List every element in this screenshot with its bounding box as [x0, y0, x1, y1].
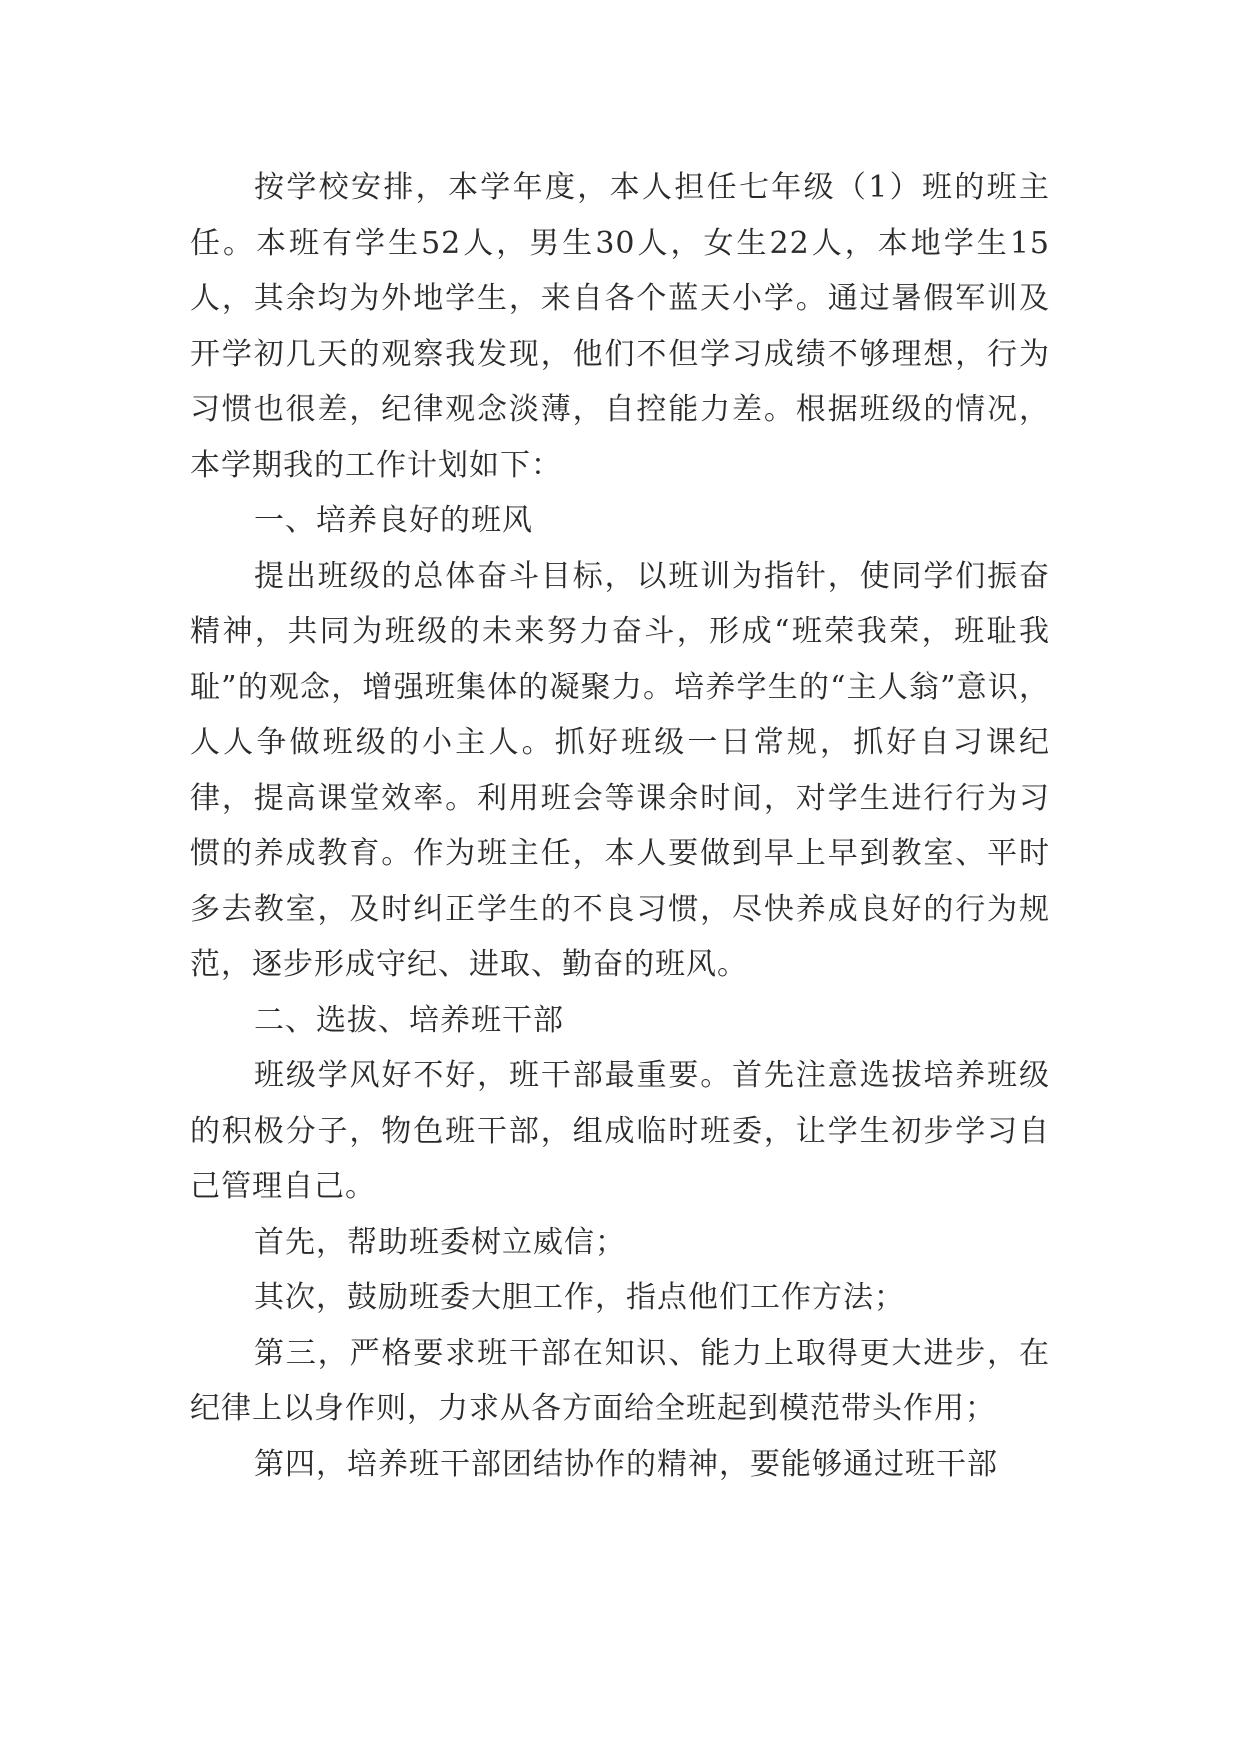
list-item-second: 其次，鼓励班委大胆工作，指点他们工作方法； — [254, 1280, 905, 1315]
paragraph-class-cadres: 班级学风好不好，班干部最重要。首先注意选拔培养班级的积极分子，物色班干部，组成临时班委，让学生初步学习自己管理自己。 — [190, 1058, 1050, 1204]
section-heading-2: 二、选拔、培养班干部 — [254, 1002, 564, 1038]
list-item-third: 第三，严格要求班干部在知识、能力上取得更大进步，在纪律上以身作则，力求从各方面给全班起到模范带头作用； — [190, 1335, 1050, 1426]
paragraph-intro: 按学校安排，本学年度，本人担任七年级（1）班的班主任。本班有学生52人，男生30人，女生22人，本地学生15人，其余均为外地学生，来自各个蓝天小学。通过暑假军训及开学初几天的观察我发现，他们不但学习成绩不够理想，行为习惯也很差，纪律观念淡薄，自控能力差。根据班级的情况，本学期我的工作计划如下： — [190, 170, 1050, 483]
document-body — [190, 160, 1050, 1492]
list-item-first: 首先，帮助班委树立威信； — [254, 1224, 626, 1260]
section-heading-1: 一、培养良好的班风 — [254, 503, 533, 538]
paragraph-class-style: 提出班级的总体奋斗目标，以班训为指针，使同学们振奋精神，共同为班级的未来努力奋斗，形成“班荣我荣，班耻我耻”的观念，增强班集体的凝聚力。培养学生的“主人翁”意识，人人争做班级的小主人。抓好班级一日常规，抓好自习课纪律，提高课堂效率。利用班会等课余时间，对学生进行行为习惯的养成教育。作为班主任，本人要做到早上早到教室、平时多去教室，及时纠正学生的不良习惯，尽快养成良好的行为规范，逐步形成守纪、进取、勤奋的班风。 — [190, 558, 1050, 982]
list-item-fourth: 第四，培养班干部团结协作的精神，要能够通过班干部 — [254, 1446, 998, 1482]
